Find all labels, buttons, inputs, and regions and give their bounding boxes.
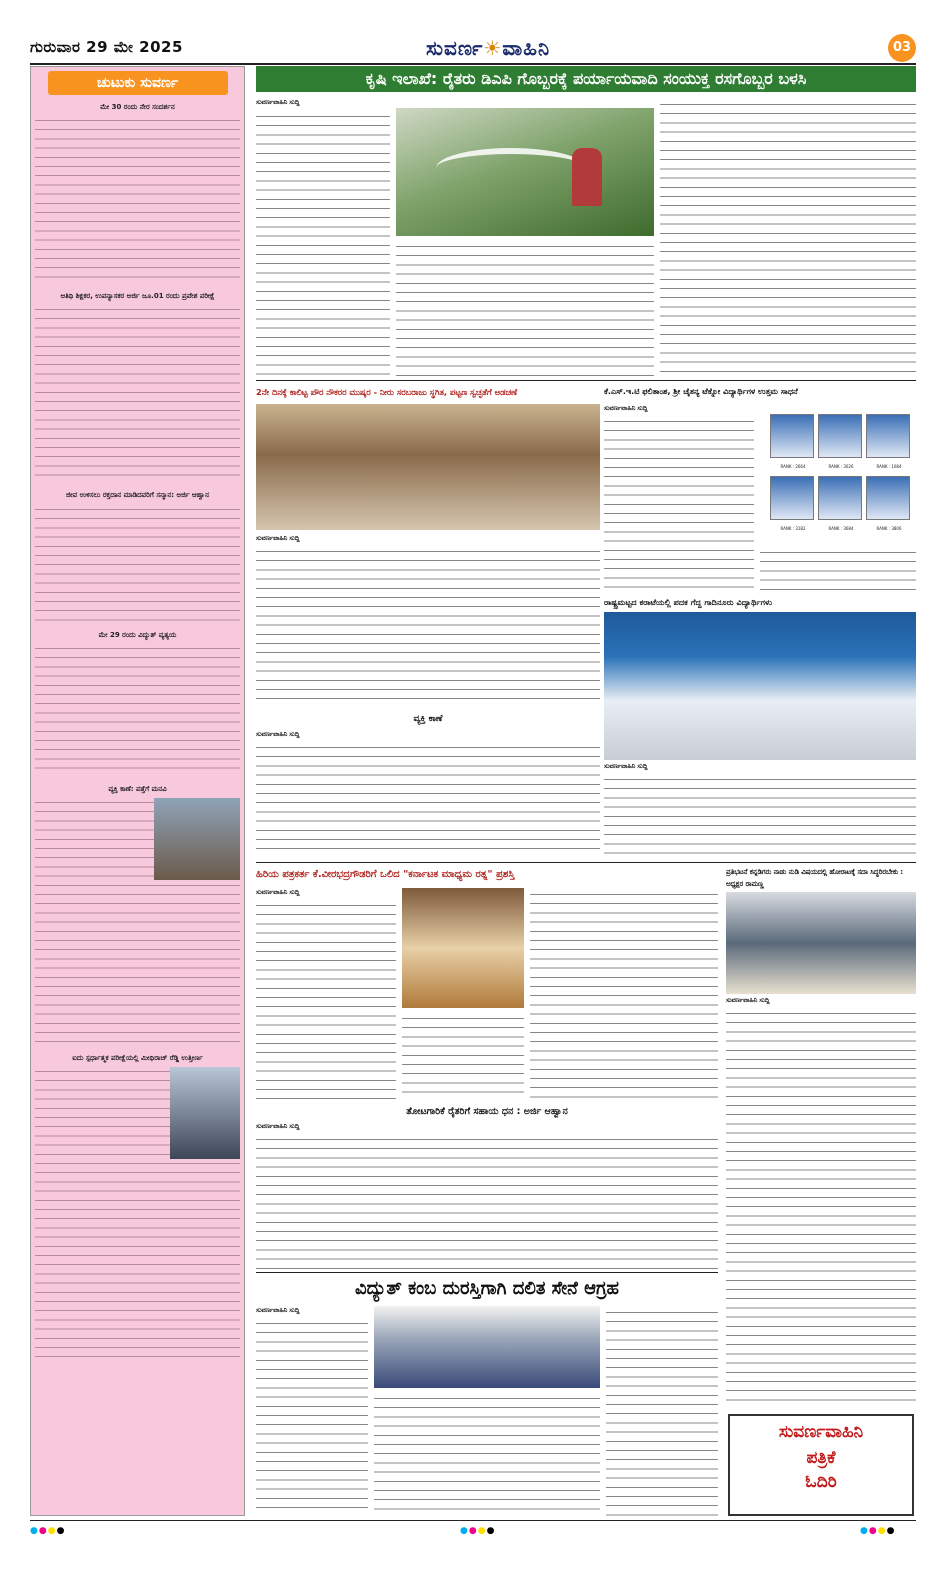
lead-headline: ಕೃಷಿ ಇಲಾಖೆ: ರೈತರು ಡಿಎಪಿ ಗೊಬ್ಬರಕ್ಕೆ ಪರ್ಯಾಯವಾದಿ ಸಂಯುಕ್ತ ರಸಗೊಬ್ಬರ ಬಳಸಿ	[256, 66, 916, 92]
strike-headline: 2ನೇ ದಿನಕ್ಕೆ ಕಾಲಿಟ್ಟ ಪೌರ ನೌಕರರ ಮುಷ್ಕರ - ನೀರು ಸರಬರಾಜು ಸ್ಥಗಿತ, ಪಟ್ಟಣ ಸ್ವಚ್ಛತೆಗೆ ಅಡಚಣೆ	[256, 387, 518, 397]
protest-dateline: ಸುವರ್ಣವಾಹಿನಿ ಸುದ್ದಿ	[726, 997, 770, 1004]
student-rank-photo	[866, 476, 910, 531]
strike-body	[256, 545, 600, 705]
missing-body	[256, 741, 600, 851]
horticulture-dateline: ಸುವರ್ಣವಾಹಿನಿ ಸುದ್ದಿ	[256, 1123, 300, 1130]
print-registration-marks: ●●●●	[860, 1526, 896, 1536]
award-body-col3	[530, 888, 718, 1099]
lead-body-col2	[396, 240, 654, 376]
briefs-column	[30, 66, 245, 1516]
brief-body-text	[35, 503, 240, 623]
missing-person-photo	[154, 798, 240, 880]
protest-group-photo	[726, 892, 916, 994]
masthead-divider	[30, 63, 916, 65]
print-registration-marks: ●●●●	[460, 1526, 496, 1536]
brief-body-text	[35, 303, 240, 483]
print-registration-marks: ●●●●	[30, 1526, 66, 1536]
pole-body-col2	[374, 1392, 600, 1516]
brief-title: ಜೀವ ಉಳಿಸಲು ರಕ್ತದಾನ ಮಾಡಿದವರಿಗೆ ಸನ್ಮಾನ: ಅರ್ಜಿ ಆಹ್ವಾನ	[65, 491, 209, 500]
page-number: 03	[888, 34, 916, 62]
brief-title: ಆತಿಥಿ ಶಿಕ್ಷಕರ, ಉಪನ್ಯಾಸಕರ ಅರ್ಜಿ ಜೂ.01 ರಂದು ಪ್ರವೇಶ ಪರೀಕ್ಷೆ	[60, 292, 215, 301]
strike-group-photo	[256, 404, 600, 530]
farmer-spraying-photo	[396, 108, 654, 236]
brand-sun-icon: ☀	[483, 36, 503, 60]
award-body-col2	[402, 1012, 524, 1099]
kset-headline: ಕೆ.ಎಸ್.ಇ.ಟಿ ಫಲಿತಾಂಶ, ಶ್ರೀ ಚೈತನ್ಯ ಟೆಕ್ನೋ ವಿದ್ಯಾರ್ಥಿಗಳ ಉತ್ತಮ ಸಾಧನೆ	[604, 387, 798, 396]
kset-dateline: ಸುವರ್ಣವಾಹಿನಿ ಸುದ್ದಿ	[604, 405, 648, 412]
section-divider	[256, 1272, 718, 1273]
student-rank-label: RANK : 3026	[828, 464, 854, 469]
award-dateline: ಸುವರ್ಣವಾಹಿನಿ ಸುದ್ದಿ	[256, 889, 300, 896]
section-divider	[256, 380, 916, 381]
student-rank-label: RANK : 3684	[828, 526, 854, 531]
brand-part-a: ಸುವರ್ಣ	[426, 36, 484, 60]
brief-title: ಮೇ 30 ರಂದು ನೇರ ಸಂದರ್ಶನ	[100, 103, 175, 111]
newspaper-logo	[426, 36, 550, 60]
student-rank-photo	[770, 414, 814, 469]
brief-item	[31, 781, 244, 1050]
brief-item	[31, 627, 244, 781]
award-headline: ಹಿರಿಯ ಪತ್ರಕರ್ತ ಕೆ.ವೀರಭದ್ರಗೌಡರಿಗೆ ಒಲಿದ "ಕರ್ನಾಟಕ ಮಾಧ್ಯಮ ರತ್ನ" ಪ್ರಶಸ್ತಿ	[256, 869, 515, 880]
student-photo	[170, 1067, 240, 1159]
subscribe-ad	[728, 1414, 914, 1516]
award-body-col1	[256, 899, 396, 1099]
farmer-figure	[572, 148, 602, 206]
karate-body	[604, 773, 916, 859]
protest-body	[726, 1007, 916, 1403]
issue-date: ಗುರುವಾರ 29 ಮೇ 2025	[30, 38, 183, 56]
kset-body-tail	[760, 546, 916, 590]
fertilizer-spray	[436, 148, 586, 188]
lead-body-col3	[660, 98, 916, 376]
lead-dateline: ಸುವರ್ಣವಾಹಿನಿ ಸುದ್ದಿ	[256, 99, 300, 106]
briefs-banner: ಚುಟುಕು ಸುವರ್ಣ	[48, 71, 228, 95]
pole-dateline: ಸುವರ್ಣವಾಹಿನಿ ಸುದ್ದಿ	[256, 1307, 300, 1314]
student-rank-photo	[818, 414, 862, 469]
pole-body-col3	[606, 1306, 718, 1516]
student-rank-photo	[770, 476, 814, 531]
brief-item	[31, 288, 244, 487]
student-rank-label: RANK : 2664	[780, 464, 806, 469]
brief-item	[31, 1050, 244, 1369]
missing-headline: ವ್ಯಕ್ತಿ ಕಾಣೆ	[413, 714, 443, 724]
masthead	[30, 34, 916, 64]
footer-divider	[30, 1520, 916, 1521]
ad-line-3: ಓದಿರಿ	[805, 1472, 837, 1492]
section-divider	[256, 862, 916, 863]
missing-dateline: ಸುವರ್ಣವಾಹಿನಿ ಸುದ್ದಿ	[256, 731, 300, 738]
horticulture-body	[256, 1133, 718, 1269]
student-rank-label: RANK : 1084	[876, 464, 902, 469]
student-rank-photo	[818, 476, 862, 531]
horticulture-headline: ತೋಟಗಾರಿಕೆ ರೈತರಿಗೆ ಸಹಾಯ ಧನ : ಅರ್ಜಿ ಆಹ್ವಾನ	[406, 1106, 568, 1117]
pole-body-col1	[256, 1317, 368, 1516]
student-rank-label: RANK : 3806	[876, 526, 902, 531]
student-rank-photo	[866, 414, 910, 469]
ad-line-1: ಸುವರ್ಣವಾಹಿನಿ	[778, 1422, 864, 1442]
student-rank-label: RANK : 3182	[780, 526, 806, 531]
ad-line-2: ಪತ್ರಿಕೆ	[806, 1448, 836, 1468]
award-ceremony-photo	[402, 888, 524, 1008]
karate-headline: ರಾಷ್ಟ್ರಮಟ್ಟದ ಕರಾಟೆಯಲ್ಲಿ ಪದಕ ಗೆದ್ದ ಗಾದಿನೂರು ವಿದ್ಯಾರ್ಥಿಗಳು	[604, 597, 773, 607]
brief-item	[31, 487, 244, 626]
lead-body-col1	[256, 110, 390, 376]
kset-body	[604, 415, 754, 590]
brief-title: ಮೇ 29 ರಂದು ವಿದ್ಯುತ್ ವ್ಯತ್ಯಯ	[98, 630, 177, 639]
pole-memorandum-photo	[374, 1306, 600, 1388]
brief-title: ಐದು ಸ್ಪರ್ಧಾತ್ಮಕ ಪರೀಕ್ಷೆಯಲ್ಲಿ ಮೀಥಿರಾಜ್ ರೆಡ್ಡಿ ಉತ್ತೀರ್ಣ	[72, 1054, 203, 1063]
brief-body-text	[35, 114, 240, 284]
brief-item	[31, 99, 244, 288]
brand-part-b: ವಾಹಿನಿ	[502, 36, 551, 60]
pole-headline: ವಿದ್ಯುತ್ ಕಂಬ ದುರಸ್ತಿಗಾಗಿ ದಲಿತ ಸೇನೆ ಆಗ್ರಹ	[355, 1278, 619, 1299]
karate-students-photo	[604, 612, 916, 760]
strike-dateline: ಸುವರ್ಣವಾಹಿನಿ ಸುದ್ದಿ	[256, 535, 300, 542]
karate-dateline: ಸುವರ್ಣವಾಹಿನಿ ಸುದ್ದಿ	[604, 763, 648, 770]
brief-body-text	[35, 642, 240, 777]
brief-title: ವ್ಯಕ್ತಿ ಕಾಣೆ: ಪತ್ತೆಗೆ ಮನವಿ	[108, 784, 167, 793]
protest-headline: ಪ್ರತಿಭಟನೆ ಕನ್ನಡಿಗರು ನಾಡು ನುಡಿ ವಿಷಯದಲ್ಲಿ ಹೋರಾಟಕ್ಕೆ ಸದಾ ಸಿದ್ಧರಿರಬೇಕು : ಅಧ್ಯಕ್ಷರ ರಾಮಣ್ಣ	[726, 868, 904, 888]
